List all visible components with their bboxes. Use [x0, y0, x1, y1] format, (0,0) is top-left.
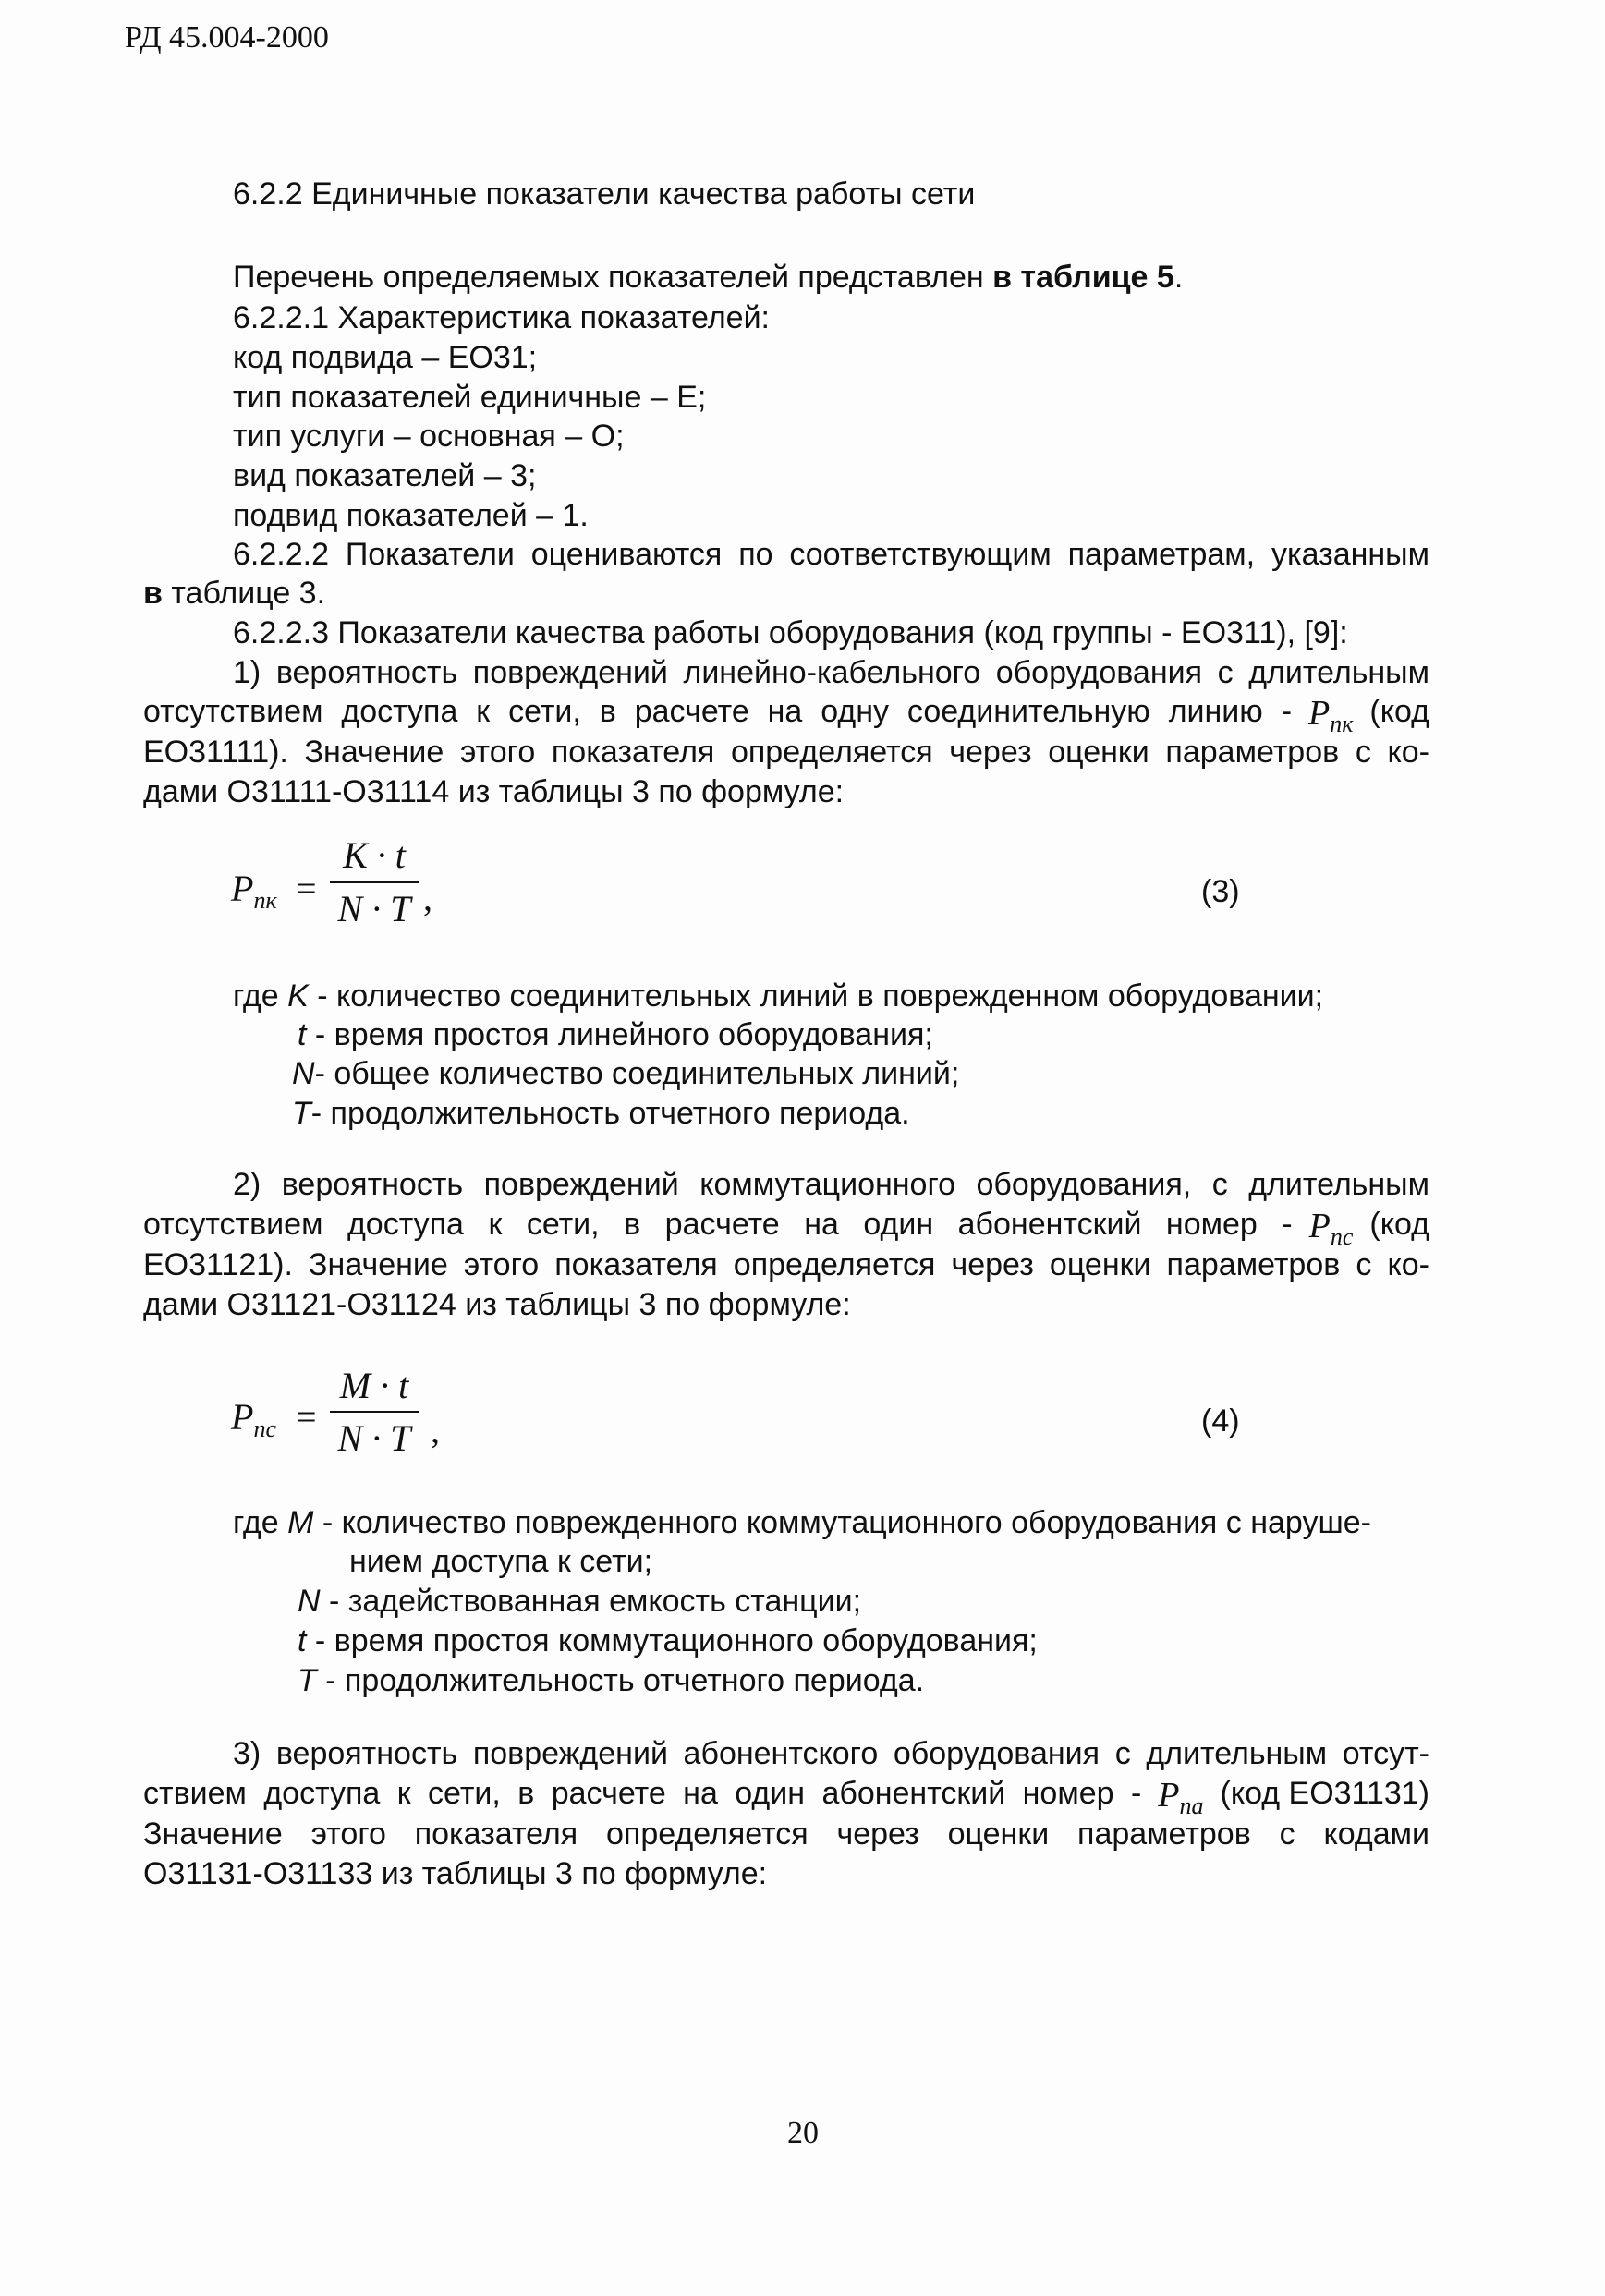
formula-4-label: (4) — [1201, 1403, 1240, 1439]
item2-line — [143, 1206, 1429, 1251]
formula-4-denominator: N · T — [337, 1417, 411, 1459]
formula-4-equals: = — [296, 1396, 317, 1438]
formula-3-fraction-bar — [330, 881, 419, 883]
characteristic-item: подвид показателей – 1. — [233, 498, 589, 533]
item3-line: Значение этого показателя определяется через оценки параметров с кодами — [143, 1816, 1429, 1852]
formula-4-lhs: $P_{пс}$ — [231, 1396, 276, 1442]
item1-line: 1) вероятность повреждений линейно-кабельного оборудования с длительным — [233, 655, 1429, 690]
formula-4-numerator: M · t — [339, 1365, 409, 1406]
intro-pre: Перечень определяемых показателей представлен — [233, 260, 993, 295]
characteristic-item: тип показателей единичные – Е; — [233, 380, 707, 415]
item1-line: дами О31111-О31114 из таблицы 3 по формуле: — [143, 774, 845, 809]
item3-line: О31131-О31133 из таблицы 3 по формуле: — [143, 1856, 768, 1891]
characteristic-item: код подвида – ЕО31; — [233, 340, 538, 375]
item1-line — [143, 693, 1429, 738]
item1-code-open: (код — [1369, 694, 1429, 729]
characteristic-item: вид показателей – 3; — [233, 458, 537, 493]
formula-3-label: (3) — [1201, 874, 1240, 909]
item2-text: отсутствием доступа к сети, в расчете на один абонентский номер - — [143, 1207, 1293, 1242]
item2-symbol: $P_{пс}$ — [1308, 1207, 1354, 1250]
item1-text: отсутствием доступа к сети, в расчете на одну соединительную линию - — [143, 694, 1293, 729]
formula-3-lhs: $P_{пк}$ — [231, 868, 277, 914]
paragraph-6223-line: 6.2.2.3 Показатели качества работы оборудования (код группы - ЕО311), [9]: — [233, 615, 1348, 650]
item1-symbol: $P_{пк}$ — [1308, 694, 1354, 737]
where-3-item: где K - количество соединительных линий в поврежденном оборудовании; — [233, 978, 1324, 1014]
item3-code-open: (код ЕО31131) — [1220, 1776, 1429, 1811]
where-4-item: N - задействованная емкость станции; — [298, 1584, 862, 1619]
formula-3-denominator: N · T — [337, 888, 411, 929]
intro-post: . — [1173, 260, 1184, 295]
item3-line: 3) вероятность повреждений абонентского оборудования с длительным отсут- — [233, 1736, 1429, 1771]
item2-code-open: (код — [1369, 1207, 1429, 1242]
item2-line: ЕО31121). Значение этого показателя определяется через оценки параметров с ко- — [143, 1247, 1429, 1282]
paragraph-6222-line: 6.2.2.2 Показатели оцениваются по соответствующим параметрам, указанным — [233, 537, 1429, 572]
formula-3-numerator: K · t — [343, 834, 406, 876]
paragraph-6222-line — [143, 575, 325, 613]
item3-text: ствием доступа к сети, в расчете на один абонентский номер - — [143, 1776, 1142, 1811]
item1-line: ЕО31111). Значение этого показателя определяется через оценки параметров с ко- — [143, 735, 1429, 770]
formula-3-tail: , — [423, 877, 432, 918]
where-4-item: где M - количество поврежденного коммутационного оборудования с наруше- — [233, 1505, 1371, 1540]
formula-4-tail: , — [431, 1409, 440, 1451]
where-4-item: T - продолжительность отчетного периода. — [298, 1663, 925, 1698]
where-3-item: N- общее количество соединительных линий; — [292, 1056, 960, 1091]
characteristic-item: тип услуги – основная – О; — [233, 419, 625, 454]
item3-symbol: $P_{па}$ — [1158, 1776, 1204, 1819]
intro-table-ref: в таблице 5 — [992, 260, 1174, 295]
where-4-item: t - время простоя коммутационного оборудования; — [298, 1623, 1038, 1658]
section-title: 6.2.2 Единичные показатели качества работы сети — [233, 176, 976, 212]
item3-line — [143, 1775, 1429, 1820]
intro-paragraph — [233, 259, 1183, 297]
where-3-item: T- продолжительность отчетного периода. — [292, 1096, 910, 1131]
table-ref-prefix: в — [143, 576, 172, 611]
page-number: 20 — [787, 2116, 819, 2150]
item2-line: дами О31121-О31124 из таблицы 3 по формуле: — [143, 1287, 851, 1322]
where-3-item: t - время простоя линейного оборудования; — [298, 1017, 933, 1052]
paragraph-6222-text: таблице 3. — [171, 576, 326, 611]
document-code-header: РД 45.004-2000 — [125, 20, 329, 55]
formula-3-equals: = — [296, 868, 317, 909]
characteristics-heading: 6.2.2.1 Характеристика показателей: — [233, 300, 771, 335]
formula-4-fraction-bar — [330, 1411, 419, 1413]
item2-line: 2) вероятность повреждений коммутационного оборудования, с длительным — [233, 1167, 1429, 1202]
where-4-continuation: нием доступа к сети; — [349, 1544, 653, 1579]
